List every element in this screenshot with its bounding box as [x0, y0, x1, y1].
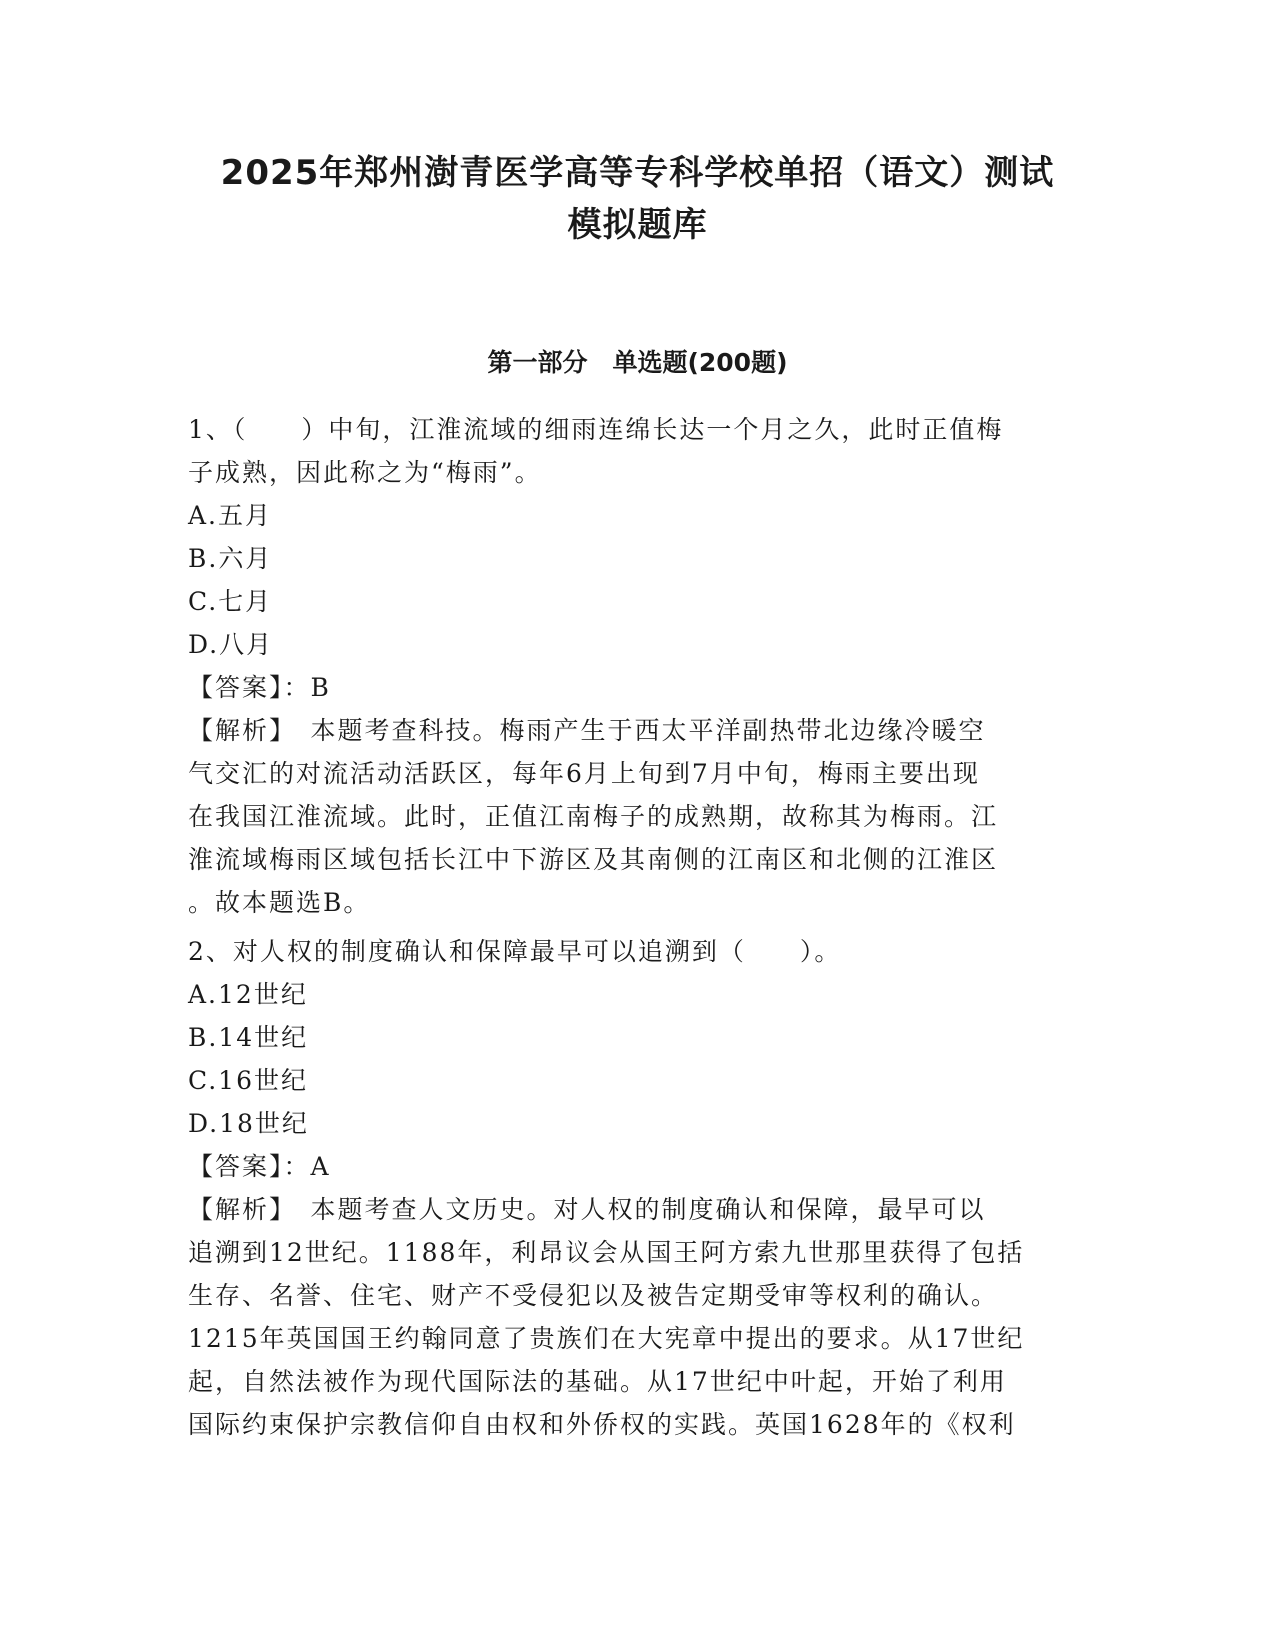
option-d: D.18世纪	[188, 1109, 309, 1138]
question-stem-line: 1、（ ）中旬，江淮流域的细雨连绵长达一个月之久，此时正值梅	[188, 415, 1004, 444]
option-a: A.12世纪	[188, 980, 308, 1009]
section-heading: 第一部分 单选题(200题)	[487, 348, 788, 377]
title-line: 2025年郑州澍青医学高等专科学校单招（语文）测试	[220, 153, 1055, 193]
analysis-line: 1215年英国国王约翰同意了贵族们在大宪章中提出的要求。从17世纪	[188, 1324, 1025, 1353]
analysis-line: 追溯到12世纪。1188年，利昂议会从国王阿方索九世那里获得了包括	[188, 1238, 1025, 1267]
analysis-line: 起，自然法被作为现代国际法的基础。从17世纪中叶起，开始了利用	[188, 1367, 1007, 1396]
analysis-line: 【解析】 本题考查人文历史。对人权的制度确认和保障，最早可以	[188, 1195, 986, 1224]
question-block	[188, 408, 1088, 924]
analysis-line: 。故本题选B。	[188, 888, 371, 917]
option-b: B.14世纪	[188, 1023, 309, 1052]
question-block	[188, 930, 1088, 1446]
option-d: D.八月	[188, 630, 274, 659]
question-stem-line: 子成熟，因此称之为“梅雨”。	[188, 458, 542, 487]
question-stem-line: 2、对人权的制度确认和保障最早可以追溯到（ ）。	[188, 937, 842, 966]
option-c: C.16世纪	[188, 1066, 308, 1095]
answer-line: 【答案】：B	[188, 673, 331, 702]
document-title	[150, 147, 1125, 251]
option-b: B.六月	[188, 544, 273, 573]
analysis-line: 国际约束保护宗教信仰自由权和外侨权的实践。英国1628年的《权利	[188, 1410, 1016, 1439]
analysis-line: 【解析】 本题考查科技。梅雨产生于西太平洋副热带北边缘冷暖空	[188, 716, 986, 745]
option-a: A.五月	[188, 501, 273, 530]
title-line: 模拟题库	[567, 205, 708, 245]
analysis-line: 淮流域梅雨区域包括长江中下游区及其南侧的江南区和北侧的江淮区	[188, 845, 999, 874]
answer-line: 【答案】：A	[188, 1152, 331, 1181]
analysis-line: 气交汇的对流活动活跃区，每年6月上旬到7月中旬，梅雨主要出现	[188, 759, 980, 788]
analysis-line: 生存、名誉、住宅、财产不受侵犯以及被告定期受审等权利的确认。	[188, 1281, 999, 1310]
analysis-line: 在我国江淮流域。此时，正值江南梅子的成熟期，故称其为梅雨。江	[188, 802, 999, 831]
question-list	[188, 408, 1088, 1446]
option-c: C.七月	[188, 587, 273, 616]
